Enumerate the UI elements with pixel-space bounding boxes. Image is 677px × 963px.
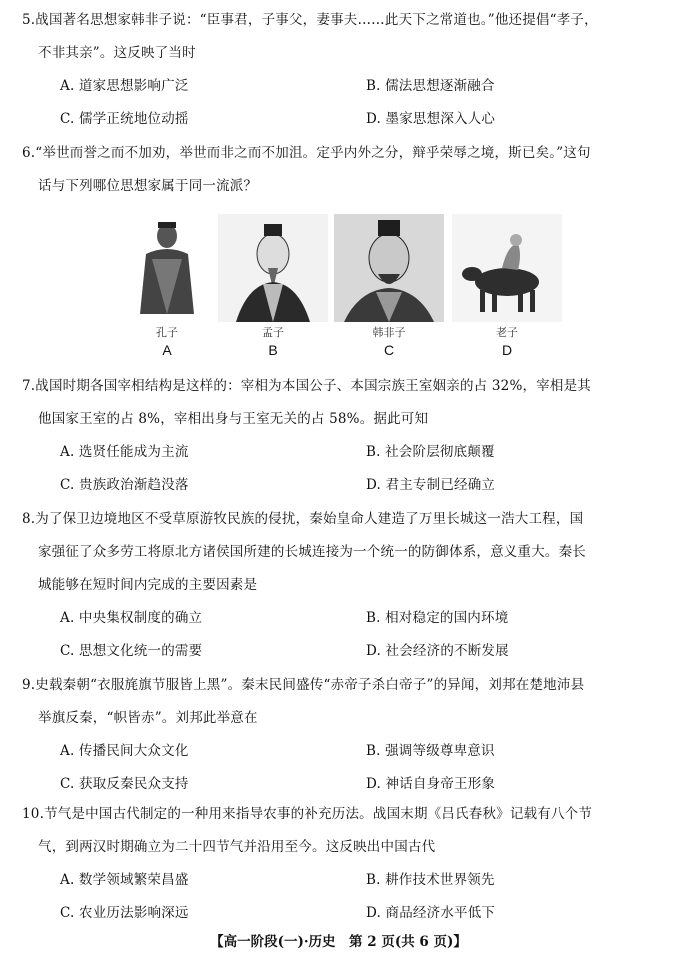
question-10 [22,798,662,930]
question-stem-line: 举旗反秦，“帜皆赤”。刘邦此举意在 [38,710,258,726]
option-a: A. 道家思想影响广泛 [60,78,189,94]
portrait-name: 孔子 [156,326,178,339]
portrait-b [218,214,328,364]
question-stem-line: 8.为了保卫边境地区不受草原游牧民族的侵扰，秦始皇命人建造了万里长城这一浩大工程，国 [22,511,584,527]
question-stem-line: 9.史载秦朝“衣服旄旗节服皆上黑”。秦末民间盛传“赤帝子杀白帝子”的异闻，刘邦在楚地沛县 [22,677,585,693]
option-b-letter: B [268,342,278,358]
portrait-name: 韩非子 [372,326,406,339]
mencius-portrait-icon [218,214,328,322]
question-5 [22,4,662,136]
page-footer: 【高一阶段(一)·历史 第 2 页(共 6 页)】 [210,934,467,950]
option-c: C. 获取反秦民众支持 [60,776,189,792]
option-d: D. 君主专制已经确立 [366,477,496,493]
question-9 [22,669,662,801]
hanfeizi-portrait-icon [334,214,444,322]
option-a: A. 选贤任能成为主流 [60,444,189,460]
question-stem-line: 家强征了众多劳工将原北方诸侯国所建的长城连接为一个统一的防御体系，意义重大。秦长 [38,544,586,560]
portrait-d [452,214,562,364]
option-d: D. 社会经济的不断发展 [366,643,509,659]
question-7 [22,370,662,502]
option-a-letter: A [162,342,172,358]
question-stem-line: 6.“举世而誉之而不加劝，举世而非之而不加沮。定乎内外之分，辩乎荣辱之境，斯已矣。”这句 [22,145,591,161]
question-stem-line: 话与下列哪位思想家属于同一流派？ [38,178,258,194]
question-6 [22,137,662,203]
portrait-c [334,214,444,364]
option-d: D. 墨家思想深入人心 [366,111,496,127]
option-c: C. 思想文化统一的需要 [60,643,203,659]
option-b: B. 耕作技术世界领先 [366,872,495,888]
option-d-letter: D [501,342,513,358]
option-b: B. 相对稳定的国内环境 [366,610,509,626]
question-stem-line: 不非其亲”。这反映了当时 [38,45,196,61]
option-c: C. 贵族政治渐趋没落 [60,477,189,493]
question-stem-line: 气，到两汉时期确立为二十四节气并沿用至今。这反映出中国古代 [38,839,436,855]
option-b: B. 儒法思想逐渐融合 [366,78,495,94]
option-d: D. 商品经济水平低下 [366,905,496,921]
confucius-portrait-icon [112,214,222,322]
portrait-name: 老子 [496,326,518,339]
portrait-a [112,214,222,364]
option-c: C. 农业历法影响深远 [60,905,189,921]
portrait-row [112,214,572,364]
question-stem-line: 城能够在短时间内完成的主要因素是 [38,577,258,593]
option-a: A. 数学领域繁荣昌盛 [60,872,189,888]
option-a: A. 中央集权制度的确立 [60,610,203,626]
question-8 [22,503,662,668]
laozi-on-ox-icon [452,214,562,322]
question-stem-line: 5.战国著名思想家韩非子说：“臣事君，子事父，妻事夫……此天下之常道也。”他还提倡“孝子， [22,12,598,28]
option-b: B. 强调等级尊卑意识 [366,743,495,759]
option-c-letter: C [383,342,395,358]
question-stem-line: 7.战国时期各国宰相结构是这样的：宰相为本国公子、本国宗族王室姻亲的占 32%，宰相是其 [22,378,591,394]
question-stem-line: 他国家王室的占 8%，宰相出身与王室无关的占 58%。据此可知 [38,411,429,427]
question-stem-line: 10.节气是中国古代制定的一种用来指导农事的补充历法。战国末期《吕氏春秋》记载有八个节 [22,806,593,822]
option-d: D. 神话自身帝王形象 [366,776,496,792]
option-c: C. 儒学正统地位动摇 [60,111,189,127]
option-b: B. 社会阶层彻底颠覆 [366,444,495,460]
option-a: A. 传播民间大众文化 [60,743,189,759]
portrait-name: 孟子 [262,326,284,339]
